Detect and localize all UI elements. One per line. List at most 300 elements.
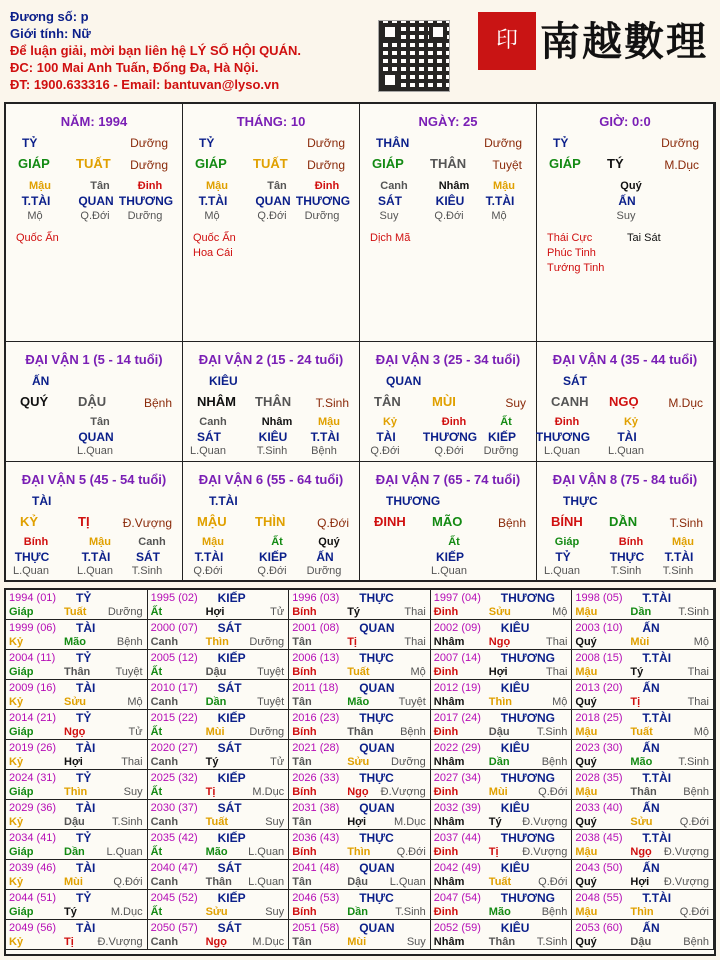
year-stage: M.Dục bbox=[394, 816, 426, 828]
year-cell bbox=[148, 920, 290, 950]
year-label: 2040 (47) bbox=[150, 862, 198, 874]
stage-top: Dưỡng bbox=[307, 136, 345, 150]
year-stem: Canh bbox=[150, 696, 179, 708]
hidden-stage: T.Sinh bbox=[256, 445, 288, 457]
hidden-ten-god: KIÊU bbox=[435, 194, 465, 208]
year-cell bbox=[6, 920, 148, 950]
year-label: 2031 (38) bbox=[292, 802, 340, 814]
year-stem: Tân bbox=[292, 636, 312, 648]
red-seal-icon: 印 bbox=[478, 12, 536, 70]
year-ten-god: TÀI bbox=[76, 681, 96, 695]
year-ten-god: QUAN bbox=[359, 801, 395, 815]
year-ten-god: QUAN bbox=[359, 921, 395, 935]
year-label: 2023 (30) bbox=[575, 742, 623, 754]
year-ten-god: ẤN bbox=[642, 741, 660, 755]
hidden-stage: L.Quan bbox=[12, 565, 50, 577]
year-cell bbox=[572, 620, 714, 650]
year-branch: Tý bbox=[488, 816, 502, 828]
stage-branch: Bệnh bbox=[143, 396, 172, 410]
stage-branch: Q.Đới bbox=[317, 516, 349, 530]
year-stage: Dưỡng bbox=[249, 726, 285, 738]
year-stem: Đinh bbox=[433, 666, 459, 678]
year-label: 2016 (23) bbox=[292, 712, 340, 724]
year-stage: T.Sinh bbox=[678, 606, 709, 618]
year-label: 2024 (31) bbox=[9, 772, 57, 784]
hidden-stem: Nhâm bbox=[261, 416, 293, 428]
hidden-ten-god: T.TÀI bbox=[198, 194, 228, 208]
year-cell bbox=[6, 650, 148, 680]
year-ten-god: SÁT bbox=[217, 681, 242, 695]
year-branch: Mão bbox=[64, 636, 86, 648]
year-ten-god: T.TÀI bbox=[642, 891, 672, 905]
year-label: 2039 (46) bbox=[9, 862, 57, 874]
year-stage: Mộ bbox=[127, 696, 143, 708]
year-cell bbox=[572, 680, 714, 710]
year-stage: Mộ bbox=[693, 636, 709, 648]
hidden-stem: Ất bbox=[271, 536, 283, 548]
year-cell bbox=[431, 590, 573, 620]
hidden-stem: Đinh bbox=[137, 180, 163, 192]
hidden-stem: Bính bbox=[23, 536, 49, 548]
year-stem: Giáp bbox=[9, 906, 34, 918]
year-stage: Thai bbox=[545, 666, 568, 678]
year-branch: Sửu bbox=[488, 606, 511, 618]
year-label: 1994 (01) bbox=[9, 592, 57, 604]
year-stem: Giáp bbox=[9, 786, 34, 798]
hidden-stem: Tân bbox=[267, 180, 287, 192]
year-stage: Bệnh bbox=[541, 756, 568, 768]
yearly-grid bbox=[4, 588, 716, 956]
contact-note: Để luận giải, mời bạn liên hệ LÝ SỐ HỘI QUÁN. bbox=[10, 43, 301, 58]
hidden-stage: Dưỡng bbox=[483, 445, 519, 457]
year-branch: Dậu bbox=[630, 936, 652, 948]
year-stage: Bệnh bbox=[683, 936, 709, 948]
year-stem: Canh bbox=[150, 816, 179, 828]
year-label: 2009 (16) bbox=[9, 682, 57, 694]
year-cell bbox=[289, 710, 431, 740]
year-branch: Mão bbox=[630, 756, 653, 768]
year-branch: Thìn bbox=[347, 846, 371, 858]
year-stage: Q.Đới bbox=[396, 846, 426, 858]
year-branch: Ngọ bbox=[488, 636, 511, 648]
year-label: 2042 (49) bbox=[433, 862, 481, 874]
brand-logo: 南越數理 bbox=[540, 18, 708, 65]
year-stem: Bính bbox=[292, 666, 317, 678]
year-ten-god: T.TÀI bbox=[642, 771, 672, 785]
year-stage: Q.Đới bbox=[679, 816, 709, 828]
year-branch: Thìn bbox=[205, 636, 229, 648]
year-ten-god: TỶ bbox=[76, 831, 92, 845]
year-stage: Dưỡng bbox=[249, 636, 285, 648]
year-stage: Đ.Vượng bbox=[663, 846, 709, 858]
year-cell bbox=[6, 740, 148, 770]
heavenly-stem: QUÝ bbox=[20, 394, 49, 409]
hidden-ten-god: T.TÀI bbox=[21, 194, 51, 208]
year-ten-god: QUAN bbox=[359, 861, 395, 875]
year-stem: Canh bbox=[150, 876, 179, 888]
year-branch: Thân bbox=[488, 936, 516, 948]
year-ten-god: KIÊU bbox=[500, 861, 530, 875]
year-stage: Bệnh bbox=[683, 786, 709, 798]
earthly-branch: THÂN bbox=[430, 156, 467, 171]
year-stage: T.Sinh bbox=[678, 756, 709, 768]
pillar-cell bbox=[360, 104, 537, 342]
year-stem: Kỷ bbox=[9, 636, 24, 648]
year-branch: Dần bbox=[205, 696, 227, 708]
hidden-ten-god: THƯƠNG bbox=[118, 194, 174, 208]
year-stem: Kỷ bbox=[9, 756, 24, 768]
year-ten-god: TÀI bbox=[76, 801, 96, 815]
year-stage: L.Quan bbox=[248, 876, 285, 888]
year-branch: Mão bbox=[488, 906, 511, 918]
stage-top: Dưỡng bbox=[130, 136, 168, 150]
year-stage: M.Dục bbox=[252, 936, 285, 948]
hidden-ten-god: THƯƠNG bbox=[535, 430, 591, 444]
ten-god-top: THÂN bbox=[376, 136, 410, 150]
year-stem: Bính bbox=[292, 726, 317, 738]
year-stem: Mậu bbox=[575, 666, 598, 678]
hidden-stage: L.Quan bbox=[430, 565, 468, 577]
earthly-branch: DẬU bbox=[78, 394, 107, 409]
hidden-stage: L.Quan bbox=[189, 445, 227, 457]
heavenly-stem: GIÁP bbox=[18, 156, 50, 171]
ten-god-top: KIÊU bbox=[209, 374, 238, 388]
hidden-ten-god: ẤN bbox=[618, 194, 636, 208]
year-branch: Hợi bbox=[64, 756, 83, 768]
year-stage: L.Quan bbox=[106, 846, 143, 858]
year-stage: Thai bbox=[404, 606, 426, 618]
pillar-cell bbox=[183, 104, 360, 342]
year-branch: Tuất bbox=[630, 726, 653, 738]
dai-van-cell bbox=[360, 342, 537, 462]
year-stage: T.Sinh bbox=[536, 726, 568, 738]
year-cell bbox=[289, 860, 431, 890]
year-cell bbox=[572, 920, 714, 950]
star-label: Dịch Mã bbox=[370, 232, 411, 244]
hidden-ten-god: THỰC bbox=[14, 550, 50, 564]
stage-branch: T.Sinh bbox=[315, 396, 349, 410]
year-branch: Sửu bbox=[64, 696, 87, 708]
hidden-ten-god: T.TÀI bbox=[194, 550, 224, 564]
earthly-branch: MÃO bbox=[432, 514, 463, 529]
year-stem: Tân bbox=[292, 936, 312, 948]
year-stem: Đinh bbox=[433, 726, 459, 738]
year-branch: Mùi bbox=[205, 726, 225, 738]
hidden-ten-god: KIẾP bbox=[435, 550, 464, 564]
year-stem: Ất bbox=[150, 786, 163, 798]
pillar-title: GIỜ: 0:0 bbox=[599, 114, 651, 129]
year-stem: Mậu bbox=[575, 846, 598, 858]
year-ten-god: T.TÀI bbox=[642, 651, 672, 665]
hidden-ten-god: T.TÀI bbox=[310, 430, 340, 444]
header-info bbox=[10, 8, 301, 93]
year-branch: Hợi bbox=[630, 876, 650, 888]
year-stage: Tuyệt bbox=[257, 666, 285, 678]
year-stem: Mậu bbox=[575, 786, 598, 798]
year-cell bbox=[431, 890, 573, 920]
year-branch: Tý bbox=[347, 606, 361, 618]
year-label: 2049 (56) bbox=[9, 922, 57, 934]
year-cell bbox=[148, 710, 290, 740]
year-stem: Tân bbox=[292, 876, 312, 888]
year-branch: Sửu bbox=[347, 756, 370, 768]
hidden-stage: L.Quan bbox=[607, 445, 645, 457]
year-stem: Nhâm bbox=[433, 696, 465, 708]
year-ten-god: KIÊU bbox=[500, 621, 530, 635]
hidden-ten-god: SÁT bbox=[378, 194, 402, 208]
dai-van-title: ĐẠI VẬN 6 (55 - 64 tuổi) bbox=[198, 472, 344, 487]
stage-branch: Dưỡng bbox=[130, 158, 168, 172]
phone-email: ĐT: 1900.633316 - Email: bantuvan@lyso.vn bbox=[10, 77, 280, 92]
year-cell bbox=[289, 680, 431, 710]
year-ten-god: KIÊU bbox=[500, 921, 530, 935]
year-branch: Mùi bbox=[630, 636, 650, 648]
hidden-ten-god: THỰC bbox=[609, 550, 645, 564]
year-label: 2048 (55) bbox=[575, 892, 623, 904]
hidden-ten-god: THƯƠNG bbox=[295, 194, 351, 208]
year-label: 2027 (34) bbox=[433, 772, 481, 784]
ten-god-top: SÁT bbox=[563, 374, 587, 388]
year-cell bbox=[572, 710, 714, 740]
year-label: 1996 (03) bbox=[292, 592, 340, 604]
hidden-stage: Dưỡng bbox=[304, 210, 340, 222]
year-ten-god: THƯƠNG bbox=[500, 831, 555, 845]
year-stage: Dưỡng bbox=[391, 756, 426, 768]
year-stage: Đ.Vượng bbox=[97, 936, 143, 948]
year-branch: Tị bbox=[347, 636, 357, 648]
year-label: 2008 (15) bbox=[575, 652, 623, 664]
year-ten-god: KIẾP bbox=[217, 651, 246, 665]
year-cell bbox=[148, 830, 290, 860]
year-ten-god: ẤN bbox=[642, 861, 660, 875]
year-branch: Thân bbox=[205, 876, 232, 888]
year-stage: Mộ bbox=[552, 696, 568, 708]
year-branch: Thân bbox=[64, 666, 91, 678]
stage-branch: Đ.Vượng bbox=[122, 516, 172, 530]
year-ten-god: TÀI bbox=[76, 741, 96, 755]
year-ten-god: T.TÀI bbox=[642, 831, 672, 845]
year-label: 2021 (28) bbox=[292, 742, 340, 754]
year-stem: Giáp bbox=[9, 846, 34, 858]
year-branch: Dậu bbox=[488, 726, 510, 738]
year-ten-god: TỶ bbox=[76, 651, 92, 665]
heavenly-stem: MẬU bbox=[197, 514, 227, 529]
year-label: 2034 (41) bbox=[9, 832, 57, 844]
hidden-stage: Q.Đới bbox=[370, 445, 400, 457]
year-stage: T.Sinh bbox=[536, 936, 568, 948]
year-cell bbox=[148, 650, 290, 680]
year-stem: Nhâm bbox=[433, 936, 465, 948]
year-label: 2005 (12) bbox=[150, 652, 198, 664]
year-ten-god: QUAN bbox=[359, 621, 395, 635]
dai-van-title: ĐẠI VẬN 8 (75 - 84 tuổi) bbox=[552, 472, 698, 487]
year-stem: Ất bbox=[150, 846, 163, 858]
year-stem: Quý bbox=[575, 816, 597, 828]
year-ten-god: THƯƠNG bbox=[500, 651, 555, 665]
year-ten-god: THỰC bbox=[359, 651, 394, 665]
dai-van-cell bbox=[537, 462, 714, 582]
year-stem: Ất bbox=[150, 666, 163, 678]
hidden-stem: Mậu bbox=[318, 416, 340, 428]
year-label: 2013 (20) bbox=[575, 682, 623, 694]
year-cell bbox=[6, 590, 148, 620]
year-stem: Kỷ bbox=[9, 936, 24, 948]
earthly-branch: NGỌ bbox=[609, 394, 639, 409]
year-cell bbox=[431, 710, 573, 740]
stage-branch: Bệnh bbox=[497, 516, 526, 530]
year-label: 2050 (57) bbox=[150, 922, 198, 934]
year-label: 1995 (02) bbox=[150, 592, 198, 604]
year-branch: Tuất bbox=[488, 876, 512, 888]
year-stage: Suy bbox=[406, 936, 426, 948]
stage-top: Dưỡng bbox=[484, 136, 522, 150]
year-stage: Bệnh bbox=[541, 906, 568, 918]
year-label: 2047 (54) bbox=[433, 892, 481, 904]
year-ten-god: SÁT bbox=[217, 861, 242, 875]
year-cell bbox=[289, 800, 431, 830]
year-label: 2025 (32) bbox=[150, 772, 198, 784]
pillar-cell bbox=[537, 104, 714, 342]
year-ten-god: SÁT bbox=[217, 741, 242, 755]
hidden-ten-god: QUAN bbox=[255, 194, 291, 208]
year-branch: Thìn bbox=[630, 906, 654, 918]
year-branch: Mão bbox=[205, 846, 228, 858]
year-label: 2020 (27) bbox=[150, 742, 198, 754]
year-stem: Mậu bbox=[575, 606, 598, 618]
hidden-stem: Quý bbox=[620, 180, 642, 192]
hidden-ten-god: SÁT bbox=[136, 550, 160, 564]
earthly-branch: MÙI bbox=[432, 394, 456, 409]
year-branch: Sửu bbox=[630, 816, 653, 828]
year-label: 2019 (26) bbox=[9, 742, 57, 754]
year-stage: Q.Đới bbox=[538, 786, 568, 798]
hidden-stage: T.Sinh bbox=[662, 565, 694, 577]
year-stage: Thai bbox=[687, 696, 709, 708]
year-stage: T.Sinh bbox=[395, 906, 426, 918]
year-branch: Mùi bbox=[488, 786, 508, 798]
stage-branch: T.Sinh bbox=[669, 516, 703, 530]
year-stem: Bính bbox=[292, 786, 317, 798]
hidden-ten-god: THƯƠNG bbox=[422, 430, 478, 444]
year-stem: Tân bbox=[292, 756, 312, 768]
year-ten-god: KIÊU bbox=[500, 741, 530, 755]
year-branch: Tị bbox=[205, 786, 216, 798]
hidden-stem: Canh bbox=[380, 180, 408, 192]
year-label: 2028 (35) bbox=[575, 772, 623, 784]
hidden-ten-god: KIẾP bbox=[487, 430, 516, 444]
ten-god-top: QUAN bbox=[386, 374, 422, 388]
year-ten-god: KIÊU bbox=[500, 681, 530, 695]
year-branch: Hợi bbox=[488, 666, 508, 678]
year-branch: Tuất bbox=[347, 666, 370, 678]
heavenly-stem: ĐINH bbox=[374, 514, 406, 529]
heavenly-stem: TÂN bbox=[374, 394, 401, 409]
heavenly-stem: GIÁP bbox=[195, 156, 227, 171]
year-cell bbox=[572, 830, 714, 860]
year-branch: Mùi bbox=[64, 876, 83, 888]
hidden-stage: Suy bbox=[616, 210, 636, 222]
year-stem: Bính bbox=[292, 846, 317, 858]
hidden-stage: L.Quan bbox=[543, 445, 581, 457]
year-stage: Thai bbox=[687, 666, 709, 678]
dai-van-cell bbox=[6, 342, 183, 462]
dai-van-title: ĐẠI VẬN 1 (5 - 14 tuổi) bbox=[25, 352, 163, 367]
year-ten-god: TỶ bbox=[76, 711, 92, 725]
year-label: 1999 (06) bbox=[9, 622, 57, 634]
hidden-stem: Tân bbox=[90, 416, 110, 428]
hidden-stem: Canh bbox=[138, 536, 166, 548]
dai-van-title: ĐẠI VẬN 2 (15 - 24 tuổi) bbox=[198, 352, 344, 367]
year-stage: Suy bbox=[123, 786, 143, 798]
year-cell bbox=[289, 830, 431, 860]
year-label: 2043 (50) bbox=[575, 862, 623, 874]
year-cell bbox=[431, 860, 573, 890]
heavenly-stem: GIÁP bbox=[372, 156, 404, 171]
year-stem: Mậu bbox=[575, 726, 598, 738]
year-stage: Đ.Vượng bbox=[522, 816, 568, 828]
gender: Giới tính: Nữ bbox=[10, 26, 91, 41]
hidden-stem: Mậu bbox=[493, 180, 515, 192]
hidden-ten-god: TÀI bbox=[376, 430, 396, 444]
year-cell bbox=[431, 830, 573, 860]
hidden-stage: Dưỡng bbox=[306, 565, 342, 577]
year-stage: Q.Đới bbox=[538, 876, 568, 888]
year-stem: Ất bbox=[150, 606, 163, 618]
earthly-branch: THÂN bbox=[255, 394, 292, 409]
year-cell bbox=[431, 740, 573, 770]
earthly-branch: TUẤT bbox=[253, 156, 288, 171]
year-ten-god: ẤN bbox=[642, 801, 660, 815]
year-ten-god: KIẾP bbox=[217, 831, 246, 845]
year-stage: Mộ bbox=[552, 606, 568, 618]
hidden-stage: L.Quan bbox=[76, 445, 114, 457]
hidden-stem: Tân bbox=[90, 180, 110, 192]
year-cell bbox=[289, 770, 431, 800]
year-stem: Kỷ bbox=[9, 696, 24, 708]
hidden-stem: Ất bbox=[448, 536, 460, 548]
year-label: 1998 (05) bbox=[575, 592, 623, 604]
star-label: Quốc Ấn bbox=[193, 232, 236, 244]
year-stem: Đinh bbox=[433, 906, 459, 918]
address: ĐC: 100 Mai Anh Tuấn, Đống Đa, Hà Nội. bbox=[10, 60, 259, 75]
ten-god-top: THƯƠNG bbox=[386, 494, 441, 508]
year-branch: Ngọ bbox=[630, 846, 652, 858]
year-label: 2030 (37) bbox=[150, 802, 198, 814]
hidden-stage: Mộ bbox=[491, 210, 507, 222]
year-ten-god: THƯƠNG bbox=[500, 891, 555, 905]
hidden-ten-god: QUAN bbox=[78, 430, 114, 444]
year-branch: Dần bbox=[64, 846, 85, 858]
year-stem: Bính bbox=[292, 906, 317, 918]
year-ten-god: KIÊU bbox=[500, 801, 530, 815]
year-stem: Quý bbox=[575, 756, 597, 768]
hidden-stem: Đinh bbox=[441, 416, 467, 428]
year-label: 2003 (10) bbox=[575, 622, 623, 634]
year-ten-god: THỰC bbox=[359, 891, 394, 905]
year-stem: Ất bbox=[150, 726, 163, 738]
hidden-stage: Bệnh bbox=[311, 445, 337, 457]
year-branch: Tị bbox=[630, 696, 641, 708]
hidden-stage: T.Sinh bbox=[610, 565, 642, 577]
hidden-stage: Q.Đới bbox=[257, 565, 287, 577]
hidden-ten-god: ẤN bbox=[316, 550, 334, 564]
year-branch: Tuất bbox=[64, 606, 87, 618]
year-branch: Tý bbox=[205, 756, 219, 768]
year-stage: Dưỡng bbox=[107, 606, 143, 618]
hidden-stage: L.Quan bbox=[76, 565, 114, 577]
star-label: Phúc Tinh bbox=[547, 247, 596, 259]
year-ten-god: THỰC bbox=[359, 591, 394, 605]
